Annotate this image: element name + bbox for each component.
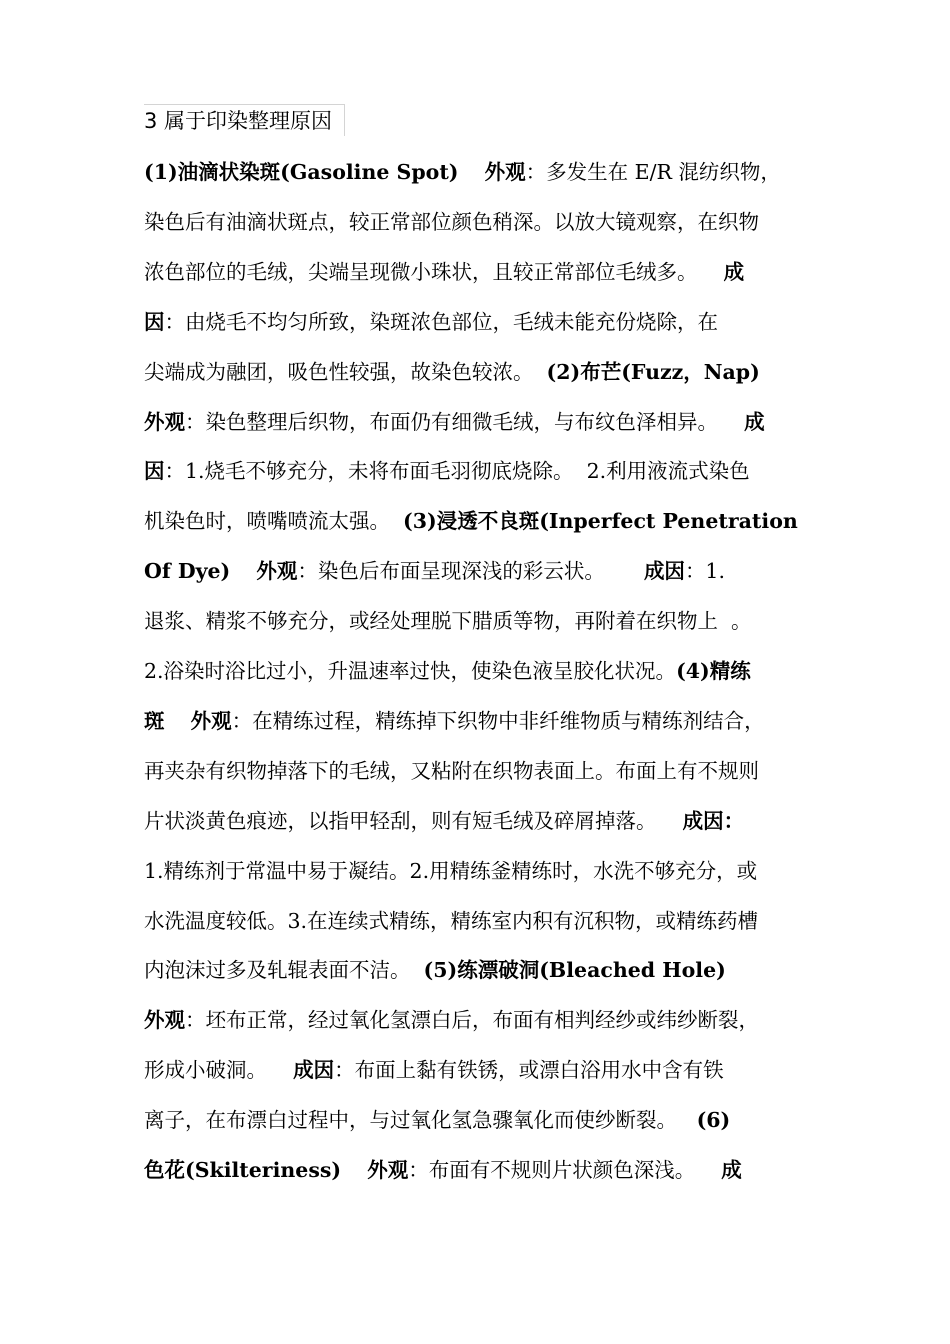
- text-line: [144, 257, 834, 287]
- text-line: [144, 357, 834, 387]
- text-run: 染色后有油滴状斑点，较正常部位颜色稍深。以放大镜观察，在织物: [144, 209, 759, 234]
- bold-term: 成因: [643, 559, 685, 584]
- text-run: ：坯布正常，经过氧化氢漂白后，布面有相判经纱或纬纱断裂，: [185, 1008, 759, 1033]
- text-run: ：由烧毛不均匀所致，染斑浓色部位，毛绒未能充份烧除，在: [164, 309, 718, 334]
- bold-term: 成因：: [682, 808, 745, 833]
- bold-term: (5)练漂破洞(Bleached Hole): [423, 958, 726, 983]
- text-run: ：多发生在 E/R 混纺织物，: [525, 160, 781, 184]
- text-run: 1.精练剂于常温中易于凝结。2.用精练釜精练时，水洗不够充分，或: [144, 858, 758, 883]
- text-line: [144, 856, 834, 886]
- text-run: 形成小破洞。: [144, 1058, 294, 1083]
- text-run: 浓色部位的毛绒，尖端呈现微小珠状，且较正常部位毛绒多。: [144, 259, 724, 284]
- bold-term: 外观: [367, 1158, 409, 1182]
- text-run: 片状淡黄色痕迹，以指甲轻刮，则有短毛绒及碎屑掉落。: [144, 808, 683, 833]
- bold-term: 外观: [144, 1008, 185, 1033]
- text-run: 机染色时，喷嘴喷流太强。: [144, 509, 404, 534]
- text-run: [165, 709, 191, 733]
- text-line: [144, 157, 834, 187]
- text-run: ：1.: [684, 559, 725, 584]
- bold-term: 外观: [144, 409, 185, 434]
- bold-term: 成因: [293, 1058, 335, 1083]
- bold-term: (1)油滴状染斑(Gasoline Spot): [144, 160, 459, 184]
- text-line: [144, 456, 834, 486]
- text-run: ：染色整理后织物，布面仍有细微毛绒，与布纹色泽相异。: [185, 409, 745, 434]
- text-line: [144, 506, 834, 536]
- text-run: 再夹杂有织物掉落下的毛绒，又粘附在织物表面上。布面上有不规则: [144, 758, 759, 783]
- text-line: [144, 307, 834, 337]
- bold-term: 成: [744, 409, 765, 434]
- text-line: [144, 1105, 834, 1135]
- text-run: 离子，在布漂白过程中，与过氧化氢急骤氧化而使纱断裂。: [144, 1108, 697, 1133]
- bold-term: 因: [144, 309, 165, 334]
- text-run: [341, 1158, 367, 1182]
- text-line: [144, 756, 834, 786]
- text-run: 2.浴染时浴比过小，升温速率过快，使染色液呈胶化状况。: [144, 659, 677, 683]
- text-line: [144, 407, 834, 437]
- text-line: [144, 1005, 834, 1035]
- bold-term: 斑: [144, 708, 165, 733]
- text-run: ：染色后布面呈现深浅的彩云状。: [297, 559, 644, 584]
- bold-term: (6): [696, 1108, 731, 1133]
- text-run: 水洗温度较低。3.在连续式精练，精练室内积有沉积物，或精练药槽: [144, 908, 759, 933]
- bold-term: Of Dye): [144, 559, 231, 584]
- bold-term: 因: [144, 459, 165, 484]
- text-run: 退浆、精浆不够充分，或经处理脱下腊质等物，再附着在织物上 。: [144, 609, 752, 634]
- text-run: ：在精练过程，精练掉下织物中非纤维物质与精练剂结合，: [231, 708, 765, 733]
- text-line: [144, 955, 834, 985]
- bold-term: (3)浸透不良斑(Inperfect Penetration: [403, 509, 798, 534]
- text-line: [144, 906, 834, 936]
- bold-term: 色花(Skilteriness): [144, 1158, 342, 1182]
- text-run: 内泡沫过多及轧辊表面不洁。: [144, 958, 424, 983]
- text-run: ：布面有不规则片状颜色深浅。: [408, 1158, 722, 1182]
- text-line: [144, 1155, 834, 1185]
- text-run: ：布面上黏有铁锈，或漂白浴用水中含有铁: [334, 1058, 724, 1083]
- bold-term: 外观: [484, 160, 526, 184]
- text-run: ：1.烧毛不够充分，未将布面毛羽彻底烧除。 2.利用液流式染色: [164, 459, 750, 484]
- section-heading: 3 属于印染整理原因: [144, 104, 345, 136]
- text-line: [144, 706, 834, 736]
- text-line: [144, 606, 834, 636]
- text-run: [459, 160, 485, 184]
- text-line: [144, 556, 834, 586]
- text-run: [230, 559, 256, 583]
- text-line: [144, 656, 834, 686]
- bold-term: 成: [721, 1158, 742, 1182]
- bold-term: (2)布芒(Fuzz，Nap): [546, 359, 760, 384]
- bold-term: (4)精练: [676, 659, 751, 683]
- text-line: [144, 207, 834, 237]
- text-line: [144, 1055, 834, 1085]
- text-run: 尖端成为融团，吸色性较强，故染色较浓。: [144, 359, 547, 384]
- bold-term: 外观: [256, 559, 298, 584]
- bold-term: 外观: [190, 708, 232, 733]
- text-line: [144, 806, 834, 836]
- bold-term: 成: [723, 259, 745, 284]
